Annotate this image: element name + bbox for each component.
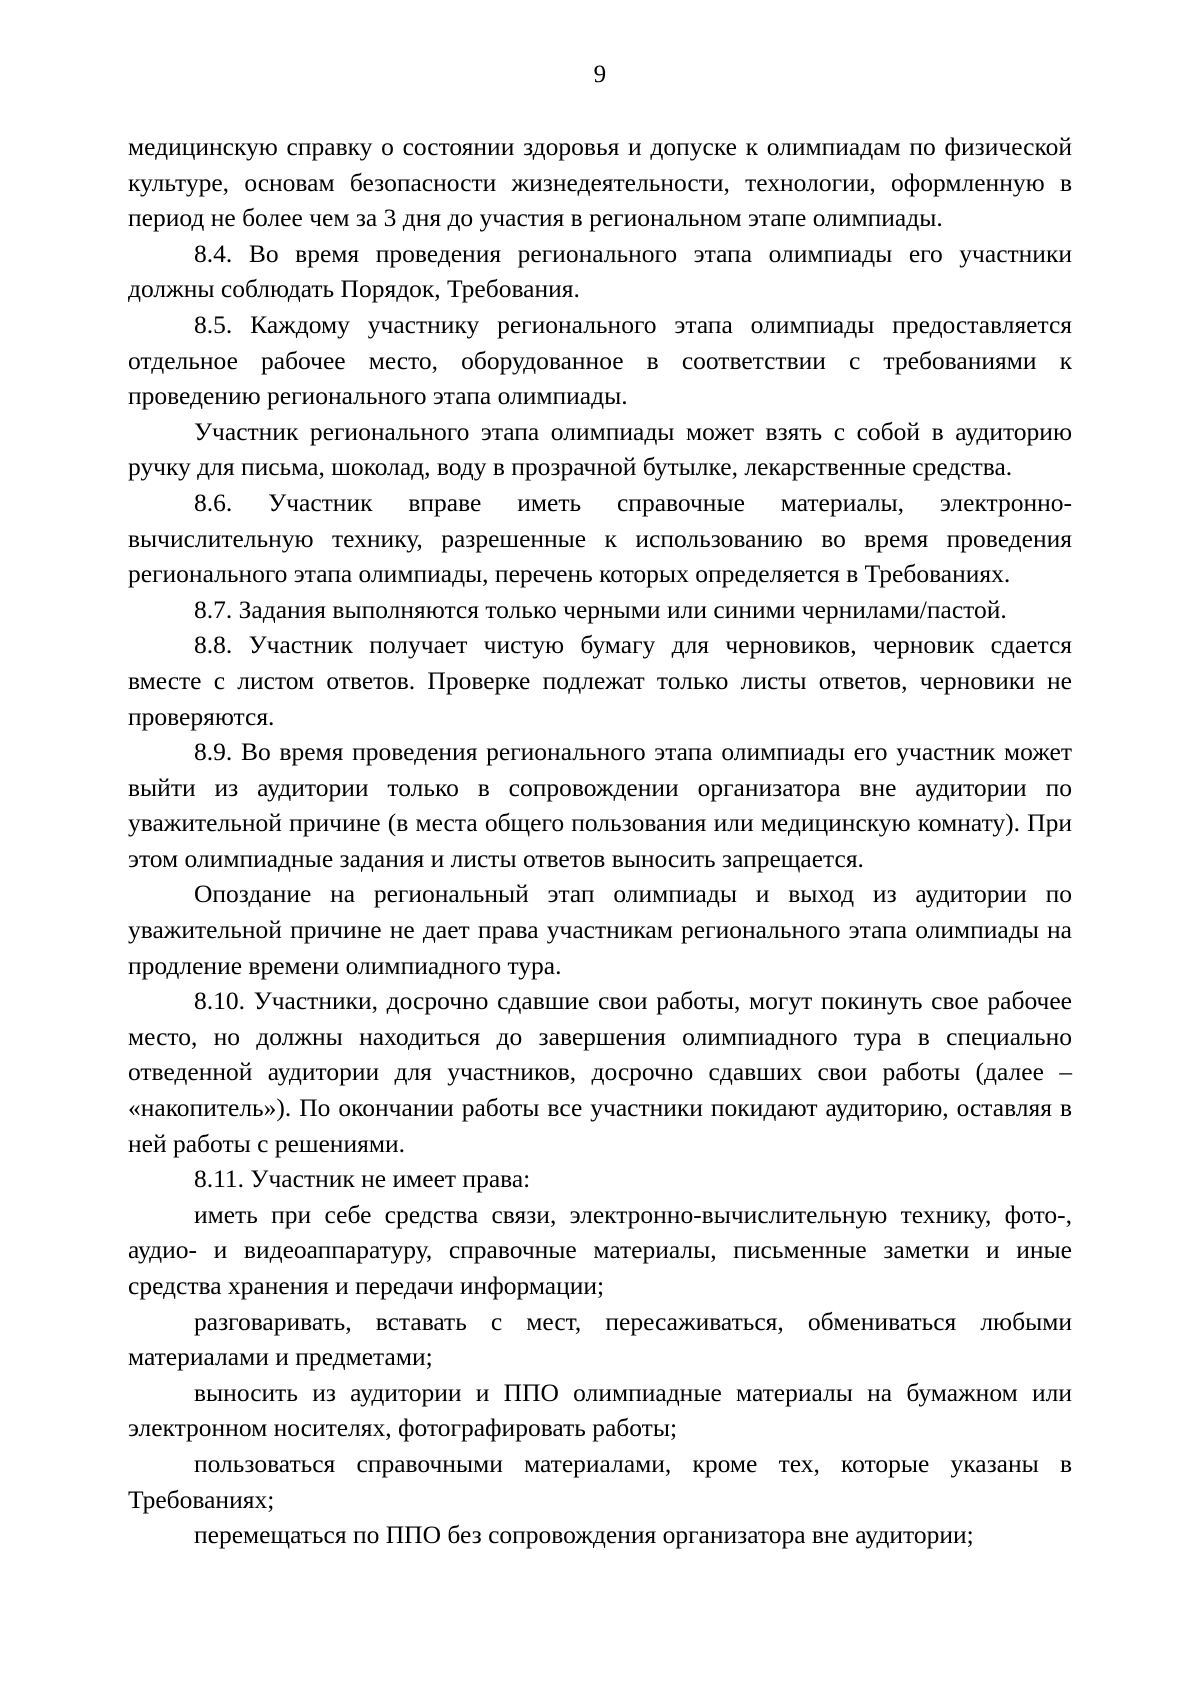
paragraph-8-10: 8.10. Участники, досрочно сдавшие свои работы, могут покинуть свое рабочее место, но должны находиться до завершения олимпиадного тура в специально отведенной аудитории для участников, досрочно сдавших свои работы (далее – «накопитель»). По окончании работы все участники покидают аудиторию, оставляя в ней работы с решениями. [128,986,1072,1158]
paragraph-participant-items: Участник регионального этапа олимпиады может взять с собой в аудиторию ручку для письма, шоколад, воду в прозрачной бутылке, лекарственные средства. [128,416,1072,482]
paragraph-prohibition-5: перемещаться по ППО без сопровождения организатора вне аудитории; [194,1520,974,1550]
paragraph-8-9: 8.9. Во время проведения регионального этапа олимпиады его участник может выйти из аудитории только в сопровождении организатора вне аудитории по уважительной причине (в места общего пользования или медицинскую комнату). При этом олимпиадные задания и листы ответов выносить запрещается. [128,737,1072,873]
paragraph-8-8: 8.8. Участник получает чистую бумагу для черновиков, черновик сдается вместе с листом ответов. Проверке подлежат только листы ответов, черновики не проверяются. [128,630,1072,731]
paragraph-8-6: 8.6. Участник вправе иметь справочные материалы, электронно-вычислительную технику, разрешенные к использованию во время проведения регионального этапа олимпиады, перечень которых определяется в Требованиях. [128,487,1072,589]
paragraph-prohibition-2: разговаривать, вставать с мест, пересаживаться, обмениваться любыми материалами и предметами; [128,1306,1072,1372]
document-body [128,129,1072,1553]
paragraph-prohibition-1: иметь при себе средства связи, электронно-вычислительную технику, фото-, аудио- и видеоаппаратуру, справочные материалы, письменные заметки и иные средства хранения и передачи информации; [128,1199,1072,1300]
paragraph-8-5: 8.5. Каждому участнику регионального этапа олимпиады предоставляется отдельное рабочее место, оборудованное в соответствии с требованиями к проведению регионального этапа олимпиады. [128,309,1072,411]
paragraph-continued: медицинскую справку о состоянии здоровья и допуске к олимпиадам по физической культуре, основам безопасности жизнедеятельности, технологии, оформленную в период не более чем за 3 дня до участия в региональном этапе олимпиады. [128,132,1072,233]
page-number: 9 [593,61,607,88]
paragraph-8-7: 8.7. Задания выполняются только черными или синими чернилами/пастой. [194,594,1007,624]
paragraph-8-11: 8.11. Участник не имеет права: [194,1164,531,1194]
paragraph-8-4: 8.4. Во время проведения регионального этапа олимпиады его участники должны соблюдать Порядок, Требования. [128,238,1072,304]
paragraph-prohibition-3: выносить из аудитории и ППО олимпиадные материалы на бумажном или электронном носителях, фотографировать работы; [128,1377,1072,1443]
paragraph-late-arrival: Опоздание на региональный этап олимпиады и выход из аудитории по уважительной причине не дает права участникам регионального этапа олимпиады на продление времени олимпиадного тура. [128,879,1072,980]
paragraph-prohibition-4: пользоваться справочными материалами, кроме тех, которые указаны в Требованиях; [128,1448,1072,1514]
